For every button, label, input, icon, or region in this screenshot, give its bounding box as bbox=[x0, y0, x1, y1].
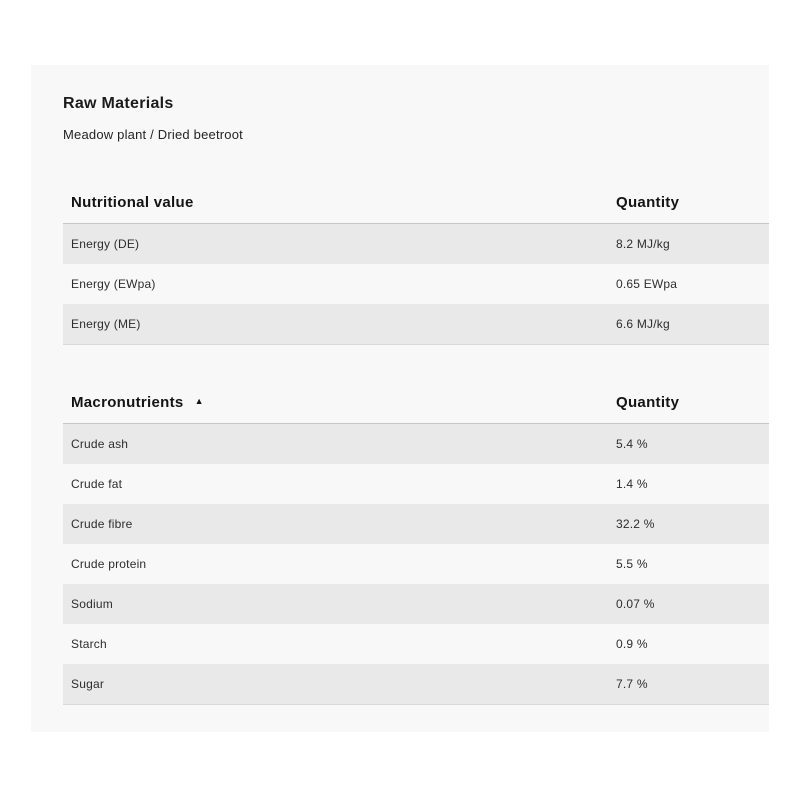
row-name: Energy (DE) bbox=[71, 237, 140, 251]
table-row bbox=[63, 544, 769, 584]
column-header-quantity bbox=[608, 194, 769, 211]
column-header-label: Quantity bbox=[616, 394, 680, 411]
row-quantity: 6.6 MJ/kg bbox=[616, 317, 670, 331]
row-name: Energy (ME) bbox=[71, 317, 141, 331]
table-row bbox=[63, 424, 769, 464]
table-row bbox=[63, 664, 769, 704]
table-row bbox=[63, 624, 769, 664]
table-header-row bbox=[63, 182, 769, 224]
table-body bbox=[63, 424, 769, 704]
page-title: Raw Materials bbox=[63, 95, 174, 112]
table-row bbox=[63, 584, 769, 624]
table-header-row bbox=[63, 382, 769, 424]
column-header-quantity bbox=[608, 394, 769, 411]
row-quantity: 5.4 % bbox=[616, 437, 648, 451]
sort-ascending-icon[interactable]: ▲ bbox=[194, 396, 204, 406]
row-name: Energy (EWpa) bbox=[71, 277, 156, 291]
table-row bbox=[63, 264, 769, 304]
row-quantity: 0.07 % bbox=[616, 597, 655, 611]
row-quantity: 8.2 MJ/kg bbox=[616, 237, 670, 251]
row-name: Crude protein bbox=[71, 557, 147, 571]
nutritional-value-table bbox=[63, 182, 769, 345]
column-header-label: Quantity bbox=[616, 194, 680, 211]
row-quantity: 0.9 % bbox=[616, 637, 648, 651]
row-name: Sugar bbox=[71, 677, 105, 691]
column-header-label: Macronutrients bbox=[71, 394, 184, 411]
row-quantity: 0.65 EWpa bbox=[616, 277, 678, 291]
raw-materials-panel bbox=[31, 65, 769, 732]
row-quantity: 1.4 % bbox=[616, 477, 648, 491]
row-name: Crude fibre bbox=[71, 517, 133, 531]
page-subtitle: Meadow plant / Dried beetroot bbox=[63, 127, 243, 142]
column-header-macronutrients[interactable] bbox=[63, 394, 608, 411]
column-header-nutritional-value[interactable] bbox=[63, 194, 608, 211]
table-row bbox=[63, 504, 769, 544]
row-name: Starch bbox=[71, 637, 107, 651]
row-quantity: 5.5 % bbox=[616, 557, 648, 571]
table-row bbox=[63, 304, 769, 344]
macronutrients-table bbox=[63, 382, 769, 705]
row-name: Sodium bbox=[71, 597, 113, 611]
table-row bbox=[63, 224, 769, 264]
column-header-label: Nutritional value bbox=[71, 194, 194, 211]
row-name: Crude ash bbox=[71, 437, 129, 451]
row-name: Crude fat bbox=[71, 477, 123, 491]
row-quantity: 7.7 % bbox=[616, 677, 648, 691]
row-quantity: 32.2 % bbox=[616, 517, 655, 531]
table-body bbox=[63, 224, 769, 344]
table-row bbox=[63, 464, 769, 504]
